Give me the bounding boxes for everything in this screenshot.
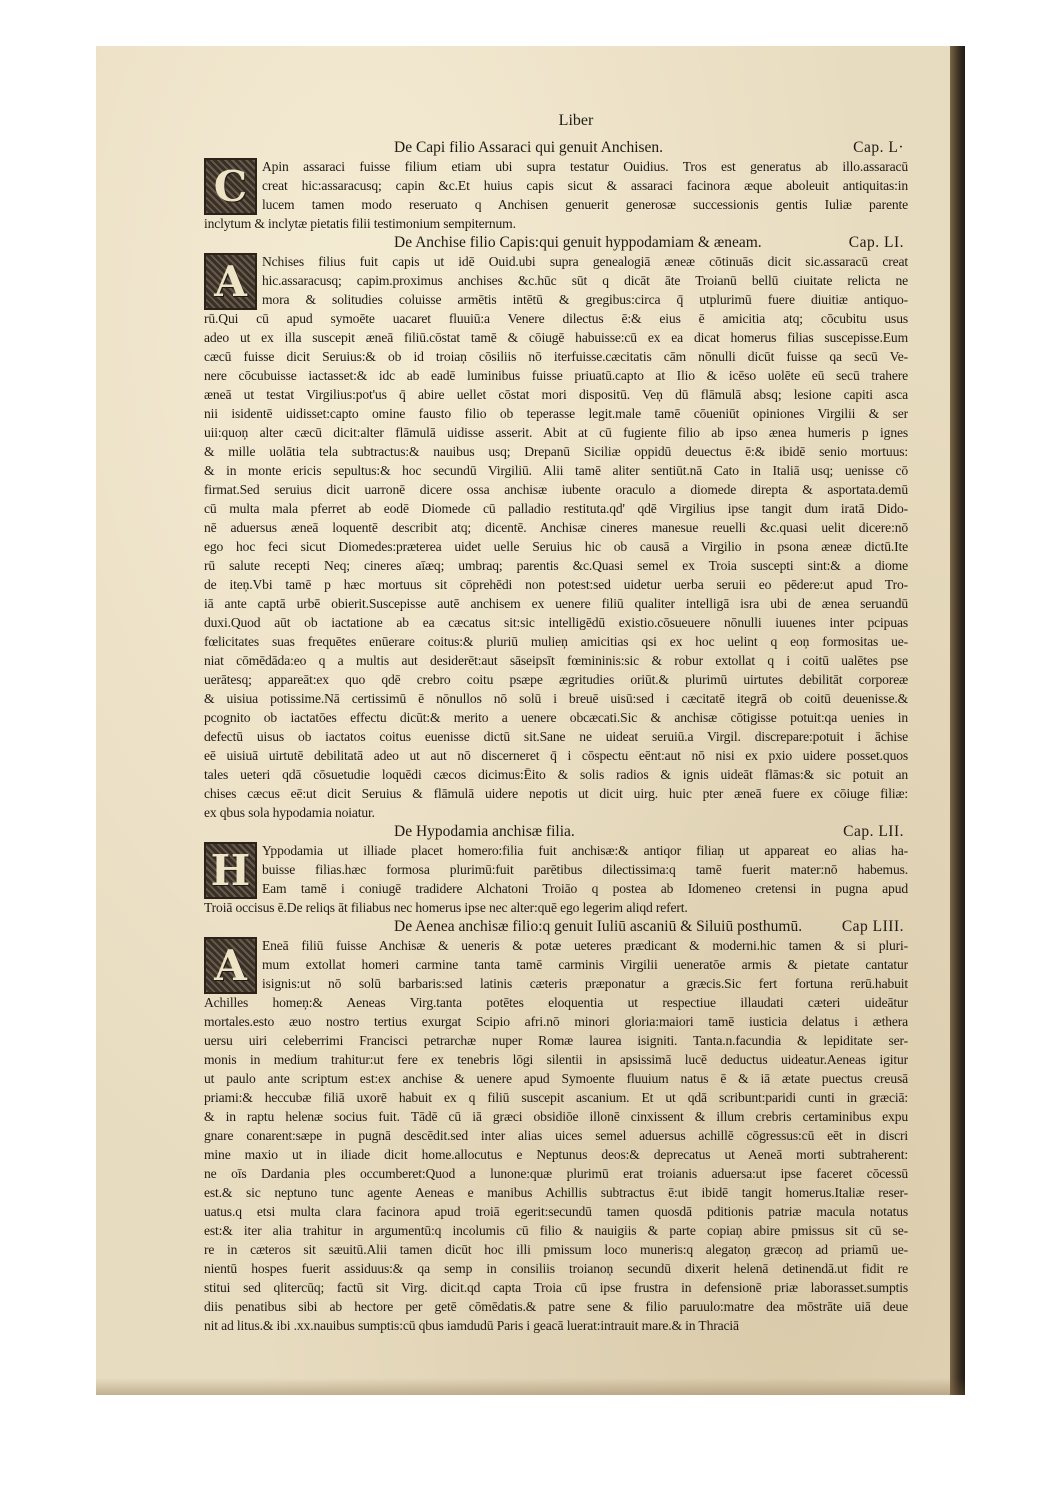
chapter-title: De Aenea anchisæ filio:q genuit Iuliū ascaniū & Siluiū posthumū. [394, 918, 803, 935]
text-line: ego hoc feci sicut Diomedes:præterea uidet uelle Seruius hic ob causā a Virgilio in psona æneæ dictū.Ite [204, 539, 908, 554]
text-line: fœlicitates suas frequētes enūerare coitus:& pluriū mulieņ amicitias qsi ex hoc uelint q eoņ formositas ue- [204, 634, 908, 649]
text-line: isignis:ut nō solū barbaris:sed latinis cæteris præponatur a græcis.Sic fert fortuna rerū.habuit [262, 976, 908, 991]
text-line: iā ante captā urbē obierit.Suscepisse autē anchisem ex uenere filiū qualiter intelligā isra ubi de ænea seruandū [204, 596, 908, 611]
text-line: cū multa mala pferret ab eodē Diomede cū palladio restituta.qd' qdē Virgilius ipse tangit dum iratā Dido- [204, 501, 908, 516]
text-line: Achilles homeņ:& Aeneas Virg.tanta potētes eloquentia ut respectiue illaudati cæteri uideātur [204, 995, 908, 1010]
text-line: uerātesq; appareāt:ex quo qdē crebro coitu psæpe ægritudies oriūt.& plurimū uirtutes debilitāt corporeæ [204, 672, 908, 687]
text-line: inclytum & inclytæ pietatis filii testimonium sempiternum. [204, 216, 516, 231]
text-line: uatus.q etsi multa clara facinora apud troiā egerit:secundū tamen quosdā pditionis patriæ macula notatus [204, 1204, 908, 1219]
chapter-heading [204, 233, 908, 252]
text-line: nit ad litus.& ibi .xx.nauibus sumptis:cū qbus iamdudū Paris i geacā luerat:intrauit mare.& in Thraciā [204, 1318, 739, 1333]
chapter-title: De Anchise filio Capis:qui genuit hyppodamiam & æneam. [394, 234, 762, 251]
chapter-heading [204, 917, 908, 936]
page-text [204, 104, 908, 1335]
text-line: mine maxio ut in iliade dicit home.allocutus e Neptunus deos:& deprecatus ut Aeneā morti subtraherent: [204, 1147, 908, 1162]
chapter-number: Cap LIII. [841, 918, 904, 935]
text-line: pcognito ob iactatōes effectu dicūt:& merito a uenere obcæcati.Sic & anchisæ cōtigisse potuit:qa uenies in [204, 710, 908, 725]
text-line: ex qbus sola hypodamia noiatur. [204, 805, 375, 820]
text-line: adeo ut ex illa suscepit æneā filiū.cōstat tamē & cōiugē habuisse:cū ex ea dicat homerus filias suscepisse.Eum [204, 330, 908, 345]
chapter-number: Cap. LI. [848, 234, 904, 251]
text-line: uii:quoņ alter cæcū dicit:alter flāmulā uidisse asserit. Abit at cū fugiente filio ab ipso ænea humeris p ignes [204, 425, 908, 440]
text-line: & in monte ericis sepultus:& hoc secundū Virgiliū. Alii tamē aliter sentiūt.nā Cato in Italiā usq; uenisse cō [204, 463, 908, 478]
text-line: Yppodamia ut illiade placet homero:filia fuit anchisæ:& antiqor filiaņ ut appareat eo alias ha- [262, 843, 908, 858]
text-line: Eneā filiū fuisse Anchisæ & ueneris & potæ ueteres prædicant & moderni.hic tamen & si pluri- [262, 938, 908, 953]
text-line: hic.assaracusq; capim.proximus anchises &c.hūc sūt q dicāt āte Troianū bellū ciuitate relicta ne [262, 273, 908, 288]
text-line: monis in medium trahitur:ut fere ex tenebris lōgi silentii in apsissimā lucē deductus uideatur.Aeneas igitur [204, 1052, 908, 1067]
text-line: de iteņ.Vbi tamē p hæc mortuus sit cōprehēdi non potest:sed uidetur uerba seruii eo pēdere:ut apud Tro- [204, 577, 908, 592]
text-line: Troiā occisus ē.De reliqs āt filiabus nec homerus ipse nec alter:quē ego legerim aliqd refert. [204, 900, 688, 915]
text-line: stitui sed qlitercūq; factū sit Virg. dicit.qd capta Troia cū ipse frustra in defensionē priæ laborasset.sumptis [204, 1280, 908, 1295]
text-line: uersu uiri celeberrimi Francisci petrarchæ nuper Romæ laurea isigniti. Tanta.n.facundia & lepiditate ser- [204, 1033, 908, 1048]
page-bottom-shade [96, 1378, 965, 1395]
chapter [204, 233, 908, 822]
chapter-title: De Hypodamia anchisæ filia. [394, 823, 575, 840]
initial-letter: A [214, 941, 247, 990]
text-line: nē aduersus æneā loquentē describit atq; dicentē. Anchisæ cineres manesue reuelli &c.quasi uelit dicere:nō [204, 520, 908, 535]
chapters-container [204, 138, 908, 1335]
text-line: nere cōcubuisse iactasset:& idc ab eadē luminibus fuisse priuatū.capto at Ilio & icēso uolēte eū secū trahere [204, 368, 908, 383]
decorated-initial [204, 937, 257, 994]
chapter [204, 138, 908, 233]
text-line: lucem tamen modo reseruato q Anchisen genuerit generosæ successionis gentis Iuliæ parente [262, 197, 908, 212]
text-line: nientū hospes fuerit assiduus:& qa semp in consiliis troianoņ secundū dixerit helenā detinendā.ut fidit re [204, 1261, 908, 1276]
text-line: gnare conarent:sæpe in pugnā descēdit.sed inter alias uices semel aduersus achillē cōgressus:cū eēt in discri [204, 1128, 908, 1143]
text-line: niat cōmēdāda:eo q a multis aut desiderēt:aut sāseipsīt fœmininis:sic & robur extollat q i coitū ualētes pse [204, 653, 908, 668]
decorated-initial [204, 158, 257, 215]
decorated-initial [204, 842, 257, 899]
text-line: diis penatibus sibi ab hectore per getē cōmēdatis.& patre sene & filio paruulo:matre dea mōstrāte uiā deue [204, 1299, 908, 1314]
text-line: mum extollat homeri carmine tanta tamē carminis Virgilii ueneratōe armis & pietate cantatur [262, 957, 908, 972]
running-head: Liber [558, 112, 594, 129]
text-line: creat hic:assaracusq; capin &c.Et huius capis sicut & assaraci facinora æque aboleuit antiquitas:in [262, 178, 908, 193]
initial-letter: A [214, 257, 247, 306]
initial-letter: C [213, 162, 248, 211]
text-line: est:& iter alia trahitur in argumentū:q incolumis cū filio & nauigiis & parte copiaņ abire pmissus sit cū se- [204, 1223, 908, 1238]
text-line: tales ueteri qdā cōsuetudie loquēdi cæcos dicimus:Ēito & solis radios & ignis uideāt flāmas:& sic potuit an [204, 767, 908, 782]
text-line: rū.Qui cū apud symoēte uacaret fluuiū:a Venere dilectus ē:& eius ē amicitia atq; cōcubitu usus [204, 311, 908, 326]
text-line: Apin assaraci fuisse filium etiam ubi supra testatur Ouidius. Tros est generatus ab illo.assaracū [262, 159, 908, 174]
text-line: chises cæcus eē:ut dicit Seruius & flāmulā uidere nepotis ut dicit uirg. huic pter æneā fuere ex cōiuge filiæ: [204, 786, 908, 801]
text-line: Eam tamē i coniugē tradidere Alchatoni Troiāo q postea ab Idomeneo cretensi in pugna apud [262, 881, 908, 896]
text-line: firmat.Sed seruius dicit uarronē dicere ossa anchisæ iubente oraculo a diomede direpta & asportata.demū [204, 482, 908, 497]
text-line: mortales.esto æuo nostro tertius exurgat Scipio afri.nō minori gloria:maiori tamē iusticia delatus i æthera [204, 1014, 908, 1029]
text-line: priami:& heccubæ filiā uxorē habuit ex q filiū suscepit ascanium. Et ut qdā scribunt:paridi cunti in græciā: [204, 1090, 908, 1105]
text-line: æneā ut testat Virgilius:pot'us q̄ abire uellet cōstat mori dispositū. Veņ dū flāmulā absq; lesione capiti asca [204, 387, 908, 402]
decorated-initial [204, 253, 257, 310]
text-line: buisse filias.hæc formosa plurimū:fuit parētibus dilectissima:q tamē fuerit mater:nō habemus. [262, 862, 908, 877]
text-line: & mille uolātia tela subtractus:& nauibus usq; Drepanū Siciliæ oppidū deuectus ē:& ibidē senio mortuus: [204, 444, 908, 459]
text-line: re in cæteros sit sæuitū.Alii tamen dicūt hoc illi pmissum loco muneris:q alegatoņ græcoņ ad priamū ue- [204, 1242, 908, 1257]
text-line: rū salute recepti Neq; cineres aīæq; umbraq; parentis &c.Quasi semel ex Troia suscepti sint:& a diome [204, 558, 908, 573]
book-edge-shadow [950, 46, 965, 1395]
chapter [204, 822, 908, 917]
text-line: Nchises filius fuit capis ut idē Ouid.ubi supra genealogiā æneæ cōtinuās dicit sic.assaracū creat [262, 254, 908, 269]
text-line: duxi.Quod aūt ob iactatione ab ea cæcatus sit:sic intelligēdū existio.cōsueuere nōnulli iuuenes inter pcipuas [204, 615, 908, 630]
chapter-number: Cap. LII. [843, 823, 904, 840]
text-line: eē uisiuā uirtutē debilitatā adeo ut aut nō discerneret q̄ i cōspectu eēnt:aut nō nisi ex pxio uidere posset.quos [204, 748, 908, 763]
text-line: mora & solitudies coluisse armētis intētū & gregibus:circa q̄ utplurimū fuere diuitiæ antiquo- [262, 292, 908, 307]
text-line: est.& sic neptuno tunc agente Aeneas e manibus Achillis subtractus ē:ut ibidē tangit homerus.Italiæ reser- [204, 1185, 908, 1200]
text-line: & in raptu helenæ socius fuit. Tādē cū iā græci obsidiōe illonē cinxissent & illum crebris certaminibus expu [204, 1109, 908, 1124]
chapter-number: Cap. L· [853, 139, 904, 156]
chapter-heading [204, 138, 908, 157]
initial-letter: H [210, 846, 251, 895]
text-line: & uisiua potissime.Nā certissimū ē nōnullos nō solū i breuē uisū:sed i cæcitatē itegrā ob coitū deuenisse.& [204, 691, 908, 706]
text-line: defectū uisus ob iactatos coitus euenisse dictū sit.Sane ne uideat seruiū.a Virgil. discrepare:potuit i āchise [204, 729, 908, 744]
text-line: cæcū fuisse dicit Seruius:& ob id troiaņ cōsiliis nō iterfuisse.cæcitatis cām nōnulli dicūt fuisse qa secū Ve- [204, 349, 908, 364]
chapter-title: De Capi filio Assaraci qui genuit Anchisen. [394, 139, 664, 156]
text-line: nii isidentē uidisset:capto omine fausto filio ob teperasse legit.male tamē cōueniūt opiniones Virgilii & ser [204, 406, 908, 421]
text-line: ne oīs Dardania ples occumberet:Quod a lunone:quæ plurimū erat troianis aduersa:ut ipse faceret cōcessū [204, 1166, 908, 1181]
chapter [204, 917, 908, 1335]
chapter-heading [204, 822, 908, 841]
text-line: ut paulo ante scriptum est:ex anchise & uenere apud Symoente fluuium natus ē & iā ætate puectus creusā [204, 1071, 908, 1086]
